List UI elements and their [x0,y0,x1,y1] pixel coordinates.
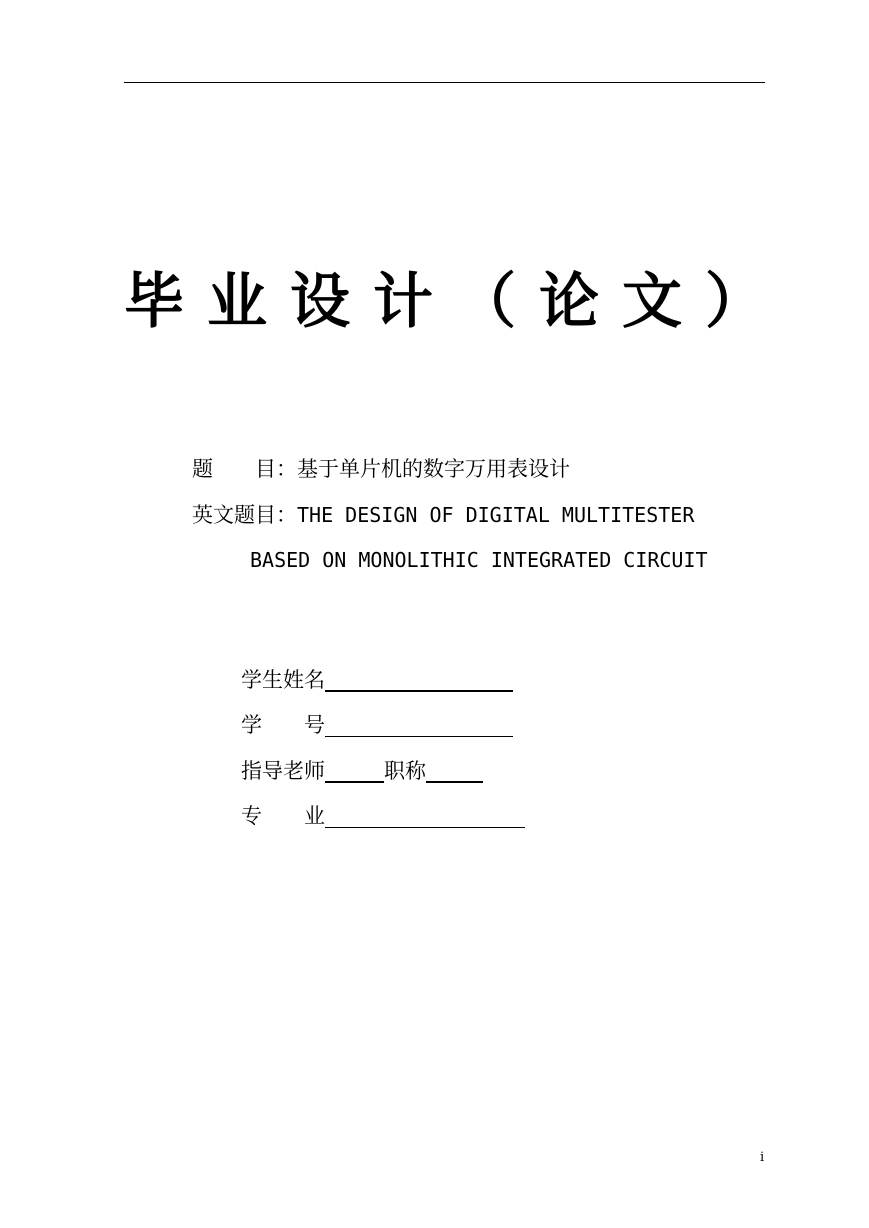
student-id-label: 学 号 [241,713,325,737]
topic-label: 题 目： [192,457,297,481]
topic-row [192,455,570,483]
advisor-blank[interactable] [325,757,384,783]
major-row [241,802,525,830]
title-char: 计 [373,267,433,337]
major-blank[interactable] [325,803,525,828]
advisor-label: 指导老师 [241,759,325,783]
title-char: 业 [207,267,267,337]
header-rule [124,82,765,83]
student-name-row [241,666,513,694]
title-rank-blank[interactable] [426,757,483,783]
thesis-cover-title [124,262,765,342]
english-topic-line1: THE DESIGN OF DIGITAL MULTITESTER [297,503,695,527]
advisor-row [241,757,483,785]
title-char: 设 [290,267,350,337]
english-topic-label: 英文题目： [192,503,297,527]
student-id-row [241,711,513,739]
topic-value: 基于单片机的数字万用表设计 [297,457,570,481]
title-char: （ [456,267,516,337]
title-char: ） [705,267,765,337]
title-rank-label: 职称 [384,759,426,783]
english-topic-row [192,501,694,529]
student-id-blank[interactable] [325,712,513,737]
major-label: 专 业 [241,804,325,828]
page-number: i [760,1150,765,1165]
english-topic-row-2 [250,546,708,574]
title-char: 论 [539,267,599,337]
english-topic-line2: BASED ON MONOLITHIC INTEGRATED CIRCUIT [250,548,708,572]
student-name-blank[interactable] [325,666,513,692]
title-char: 文 [622,267,682,337]
title-char: 毕 [124,267,184,337]
student-name-label: 学生姓名 [241,668,325,692]
